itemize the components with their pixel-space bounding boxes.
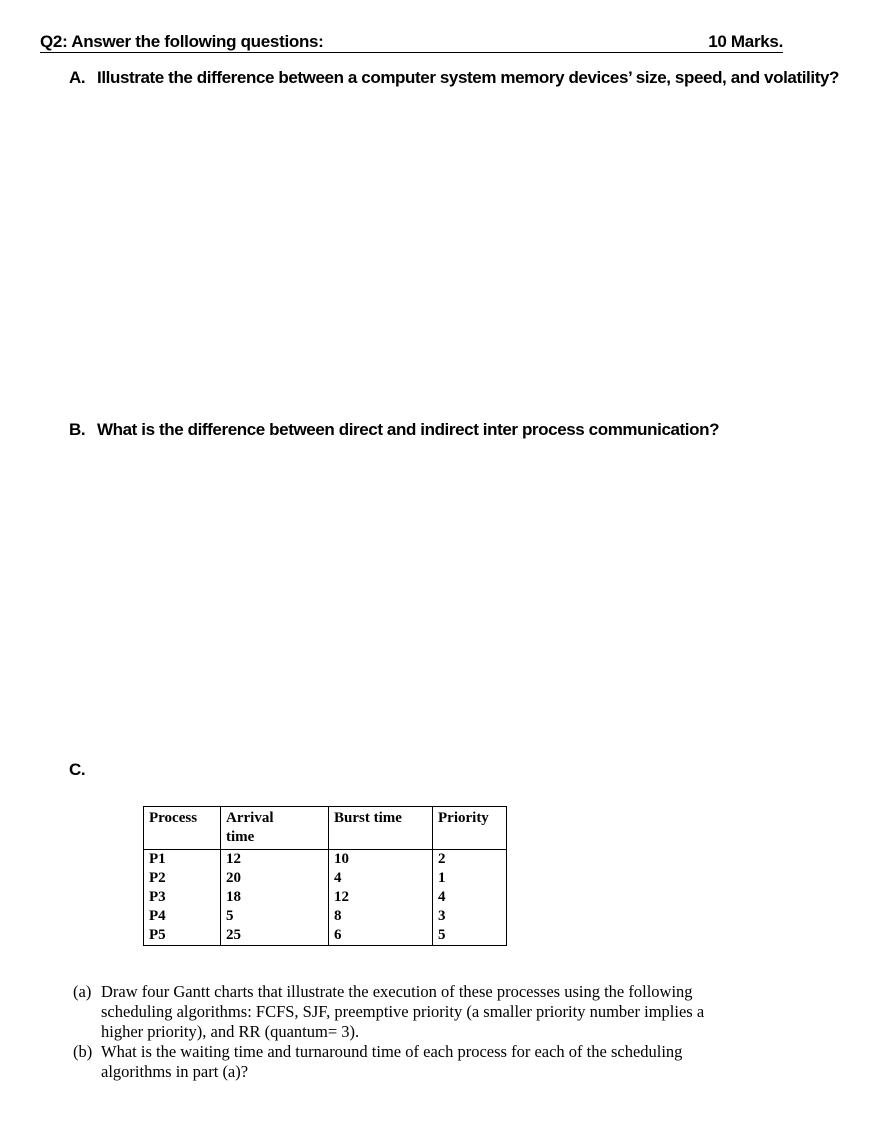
cell-arrival: 25 [221,926,329,946]
question-b-text: What is the difference between direct and indirect inter process communication? [97,420,720,439]
table-row [144,869,507,888]
question-title: Q2: Answer the following questions: [40,32,324,51]
sub-question-b [73,1042,713,1082]
cell-arrival: 18 [221,888,329,907]
question-a-label: A. [69,68,86,87]
header-process: Process [144,807,221,850]
cell-arrival: 20 [221,869,329,888]
cell-process: P5 [144,926,221,946]
table-row [144,926,507,946]
header-arrival-line2: time [226,829,255,845]
header-priority: Priority [433,807,507,850]
marks-label: 10 Marks. [708,32,783,51]
question-c-label: C. [69,760,86,779]
question-b [69,420,719,440]
sub-questions [73,982,713,1082]
cell-burst: 10 [329,850,433,870]
sub-question-b-text: What is the waiting time and turnaround time of each process for each of the scheduling algorithms in part (a)? [101,1042,683,1081]
cell-burst: 4 [329,869,433,888]
sub-question-a-text: Draw four Gantt charts that illustrate the execution of these processes using the following scheduling algorithms: FCFS, SJF, preemptive priority (a smaller priority number implies a higher priority), and RR (quantum= 3). [101,982,705,1041]
table-row [144,850,507,870]
cell-priority: 3 [433,907,507,926]
table-row [144,888,507,907]
sub-question-a-label: (a) [73,982,92,1001]
cell-priority: 2 [433,850,507,870]
cell-process: P1 [144,850,221,870]
cell-process: P4 [144,907,221,926]
question-b-label: B. [69,420,86,439]
cell-priority: 1 [433,869,507,888]
sub-question-a [73,982,713,1042]
cell-priority: 4 [433,888,507,907]
process-table [143,806,507,946]
question-a [69,68,839,88]
cell-arrival: 5 [221,907,329,926]
header-arrival-line1: Arrival [226,810,274,826]
sub-question-b-label: (b) [73,1042,93,1061]
header-arrival-time [221,807,329,850]
cell-burst: 6 [329,926,433,946]
question-c [69,760,97,780]
cell-priority: 5 [433,926,507,946]
header-burst-time: Burst time [329,807,433,850]
cell-process: P3 [144,888,221,907]
cell-burst: 12 [329,888,433,907]
cell-burst: 8 [329,907,433,926]
question-a-text: Illustrate the difference between a computer system memory devices’ size, speed, and volatility? [97,68,839,87]
question-header [40,32,783,53]
table-row [144,907,507,926]
table-header-row [144,807,507,850]
cell-arrival: 12 [221,850,329,870]
cell-process: P2 [144,869,221,888]
